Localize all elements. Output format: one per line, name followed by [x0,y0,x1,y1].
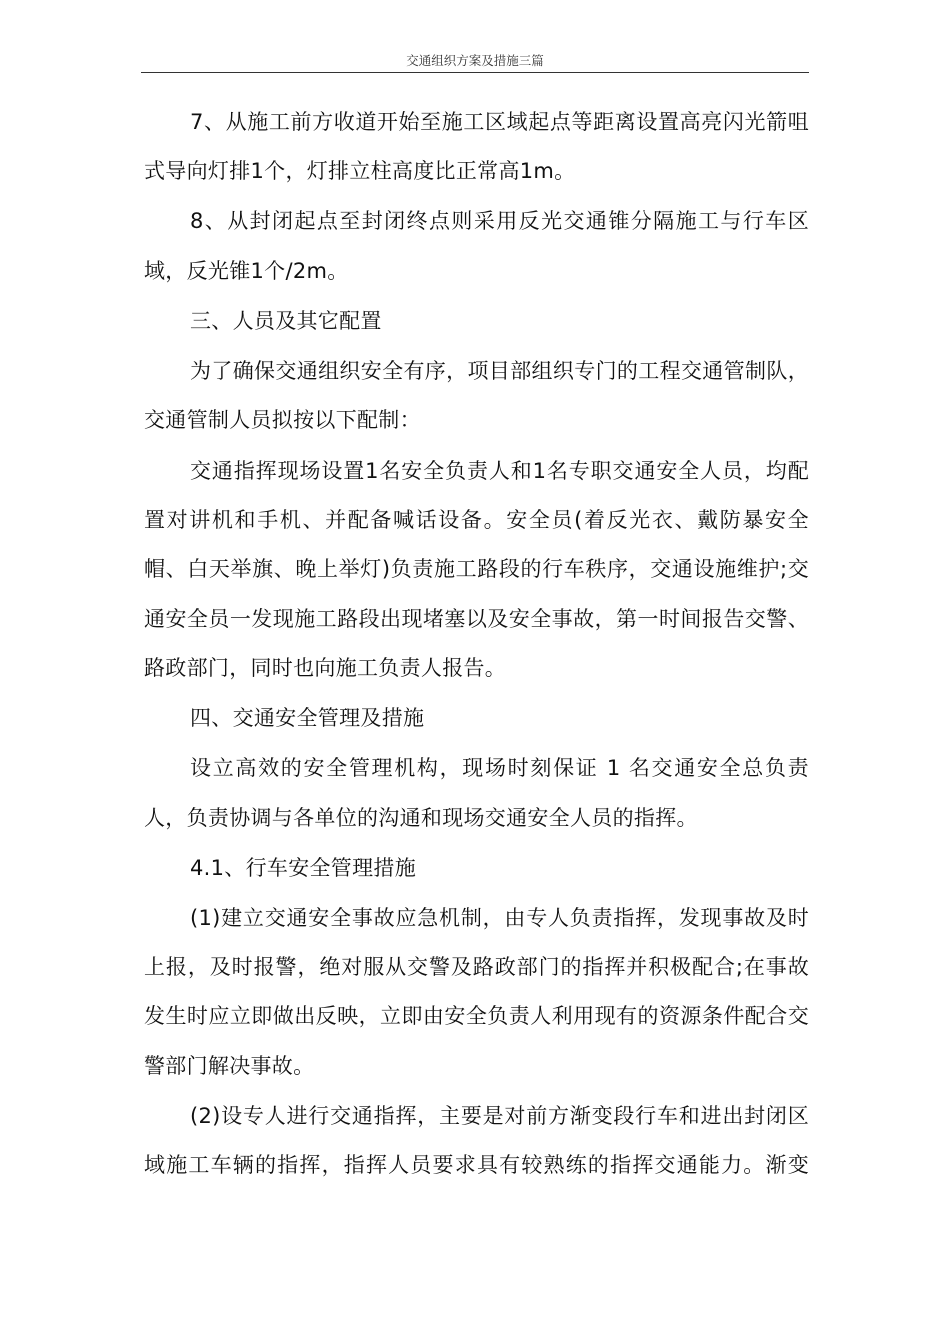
paragraph-traffic-control-team: 为了确保交通组织安全有序，项目部组织专门的工程交通管制队，交通管制人员拟按以下配制： [144,359,809,433]
paragraph-item-7: 7、从施工前方收道开始至施工区域起点等距离设置高亮闪光箭咀式导向灯排1个，灯排立柱高度比正常高1m。 [144,110,809,184]
paragraph-site-command: 交通指挥现场设置1名安全负责人和1名专职交通安全人员，均配置对讲机和手机、并配备喊话设备。安全员(着反光衣、戴防暴安全帽、白天举旗、晚上举灯)负责施工路段的行车秩序，交通设施维护;交通安全员一发现施工路段出现堵塞以及安全事故，第一时间报告交警、路政部门，同时也向施工负责人报告。 [144,458,809,680]
page-header-title: 交通组织方案及措施三篇 [406,53,544,68]
section-heading-safety-management: 四、交通安全管理及措施 [190,706,425,731]
subsection-heading-driving-safety: 4.1、行车安全管理措施 [190,855,416,880]
document-body [144,98,809,1191]
header-divider [141,72,809,73]
paragraph-item-8: 8、从封闭起点至封闭终点则采用反光交通锥分隔施工与行车区域，反光锥1个/2m。 [144,209,809,283]
section-heading-personnel: 三、人员及其它配置 [190,308,382,333]
paragraph-safety-organization: 设立高效的安全管理机构，现场时刻保证 1 名交通安全总负责人，负责协调与各单位的沟通和现场交通安全人员的指挥。 [144,756,809,830]
paragraph-emergency-mechanism: (1)建立交通安全事故应急机制，由专人负责指挥，发现事故及时上报，及时报警，绝对服从交警及路政部门的指挥并积极配合;在事故发生时应立即做出反映，立即由安全负责人利用现有的资源条件配合交警部门解决事故。 [144,905,809,1078]
paragraph-traffic-command: (2)设专人进行交通指挥，主要是对前方渐变段行车和进出封闭区域施工车辆的指挥，指挥人员要求具有较熟练的指挥交通能力。渐变 [144,1103,809,1178]
